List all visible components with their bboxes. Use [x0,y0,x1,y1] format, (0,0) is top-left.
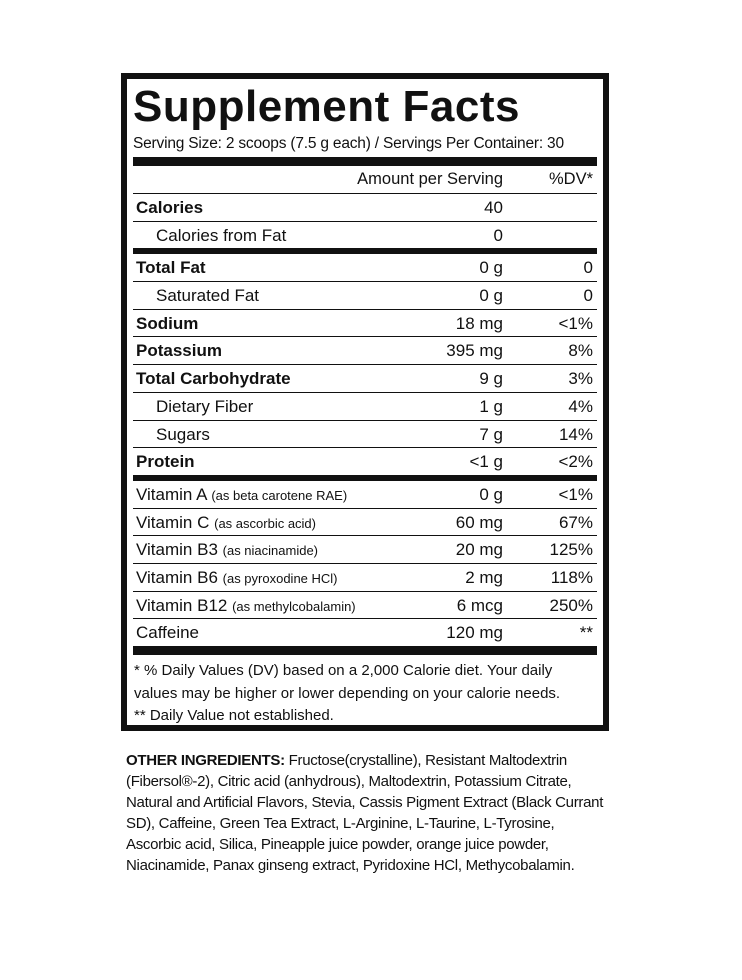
dv-header: %DV* [548,170,593,188]
nutrient-label-group [136,596,356,616]
other-ingredients-heading: OTHER INGREDIENTS: [126,752,285,769]
nutrient-dv: 8% [568,341,593,361]
nutrient-dv: 125% [549,540,593,560]
nutrient-label-group [136,540,318,560]
other-ingredients-text: Fructose(crystalline), Resistant Maltodextrin (Fibersol®-2), Citric acid (anhydrous), Maltodextrin, Potassium Citrate, Natural and Artificial Flavors, Stevia, Cassis Pigment Extract (Black Currant SD), Caffeine, Green Tea Extract, L-Arginine, L-Taurine, L-Tyrosine, Ascorbic acid, Silica, Pineapple juice powder, orange juice powder, Niacinamide, Panax ginseng extract, Pyridoxine HCl, Methycobalamin. [126,752,604,874]
nutrient-source: (as niacinamide) [222,543,319,559]
nutrient-row-vitamin-b12 [133,592,597,620]
nutrient-label: Sugars [156,424,210,444]
nutrient-dv: ** [579,623,593,643]
nutrient-amount: 0 g [479,258,503,278]
nutrient-amount: 6 mcg [456,595,503,615]
nutrient-row-total-carbohydrate [133,365,597,393]
nutrient-label: Dietary Fiber [156,396,254,416]
nutrient-dv: 250% [549,595,593,615]
nutrient-dv: 4% [568,396,593,416]
nutrient-amount: 40 [484,198,503,217]
nutrient-dv: <1% [558,313,593,333]
nutrient-amount: 0 g [479,484,503,504]
nutrient-row-potassium [133,337,597,365]
nutrient-row-vitamin-b3 [133,536,597,564]
nutrient-row-total-fat [133,254,597,282]
supplement-facts-panel [121,73,609,731]
nutrient-amount: 60 mg [455,512,503,532]
nutrient-amount: 18 mg [455,313,503,333]
nutrient-dv: 3% [568,369,593,389]
nutrient-dv: 67% [558,512,593,532]
nutrient-label: Vitamin C [136,512,210,532]
nutrient-row-caffeine [133,619,597,646]
other-ingredients [126,750,606,876]
nutrient-label: Calories from Fat [156,225,287,245]
nutrient-amount: 2 mg [465,567,503,587]
nutrient-label: Potassium [136,341,222,361]
nutrient-dv: 118% [550,567,593,587]
nutrient-amount: 1 g [479,396,503,416]
nutrient-label-group [136,513,316,533]
nutrient-source: (as ascorbic acid) [214,515,316,531]
nutrient-dv: 0 [583,286,593,306]
nutrient-row-calories [133,194,597,222]
nutrient-dv: <1% [558,484,593,504]
nutrient-dv: <2% [558,452,593,472]
nutrient-label: Total Fat [136,258,206,278]
nutrient-amount: <1 g [469,452,503,472]
nutrient-label: Sodium [136,313,199,333]
nutrient-label: Vitamin B3 [136,540,218,560]
nutrient-row-sugars [133,421,597,449]
nutrient-label: Caffeine [136,623,200,643]
nutrient-amount: 120 mg [446,623,503,643]
nutrient-dv: 14% [558,424,593,444]
column-header-row [133,166,597,194]
nutrient-row-dietary-fiber [133,393,597,421]
nutrient-label-group [136,568,338,588]
nutrient-source: (as methylcobalamin) [232,598,356,614]
nutrient-amount: 0 [493,225,503,245]
nutrient-amount: 20 mg [455,540,503,560]
nutrient-label: Vitamin B12 [136,595,228,615]
nutrient-row-vitamin-a [133,481,597,509]
serving-size: Serving Size: 2 scoops (7.5 g each) / Servings Per Container: 30 [133,133,597,166]
nutrient-row-vitamin-b6 [133,564,597,592]
nutrient-label: Vitamin A [136,484,207,504]
nutrient-amount: 7 g [479,424,503,444]
nutrient-row-calories-from-fat [133,222,597,255]
nutrient-source: (as beta carotene RAE) [211,487,348,503]
nutrient-row-saturated-fat [133,282,597,310]
nutrient-source: (as pyroxodine HCl) [222,570,338,586]
nutrient-amount: 9 g [479,369,503,389]
footnote-daily-values: * % Daily Values (DV) based on a 2,000 Calorie diet. Your daily values may be higher or lower depending on your calorie needs. [134,662,561,702]
nutrient-label-group [136,485,347,505]
nutrient-row-sodium [133,310,597,338]
panel-title: Supplement Facts [133,82,520,131]
nutrient-amount: 0 g [479,286,503,306]
nutrient-label: Vitamin B6 [136,567,218,587]
footnote-not-established: ** Daily Value not established. [134,707,334,724]
footnotes [133,646,597,728]
amount-header: Amount per Serving [357,170,503,188]
nutrient-row-protein [133,448,597,481]
nutrient-label: Calories [136,198,204,217]
nutrient-label: Saturated Fat [156,286,260,306]
nutrient-label: Total Carbohydrate [136,369,291,389]
nutrient-amount: 395 mg [446,341,503,361]
nutrient-label: Protein [136,452,195,472]
nutrient-row-vitamin-c [133,509,597,537]
nutrient-dv: 0 [583,258,593,278]
